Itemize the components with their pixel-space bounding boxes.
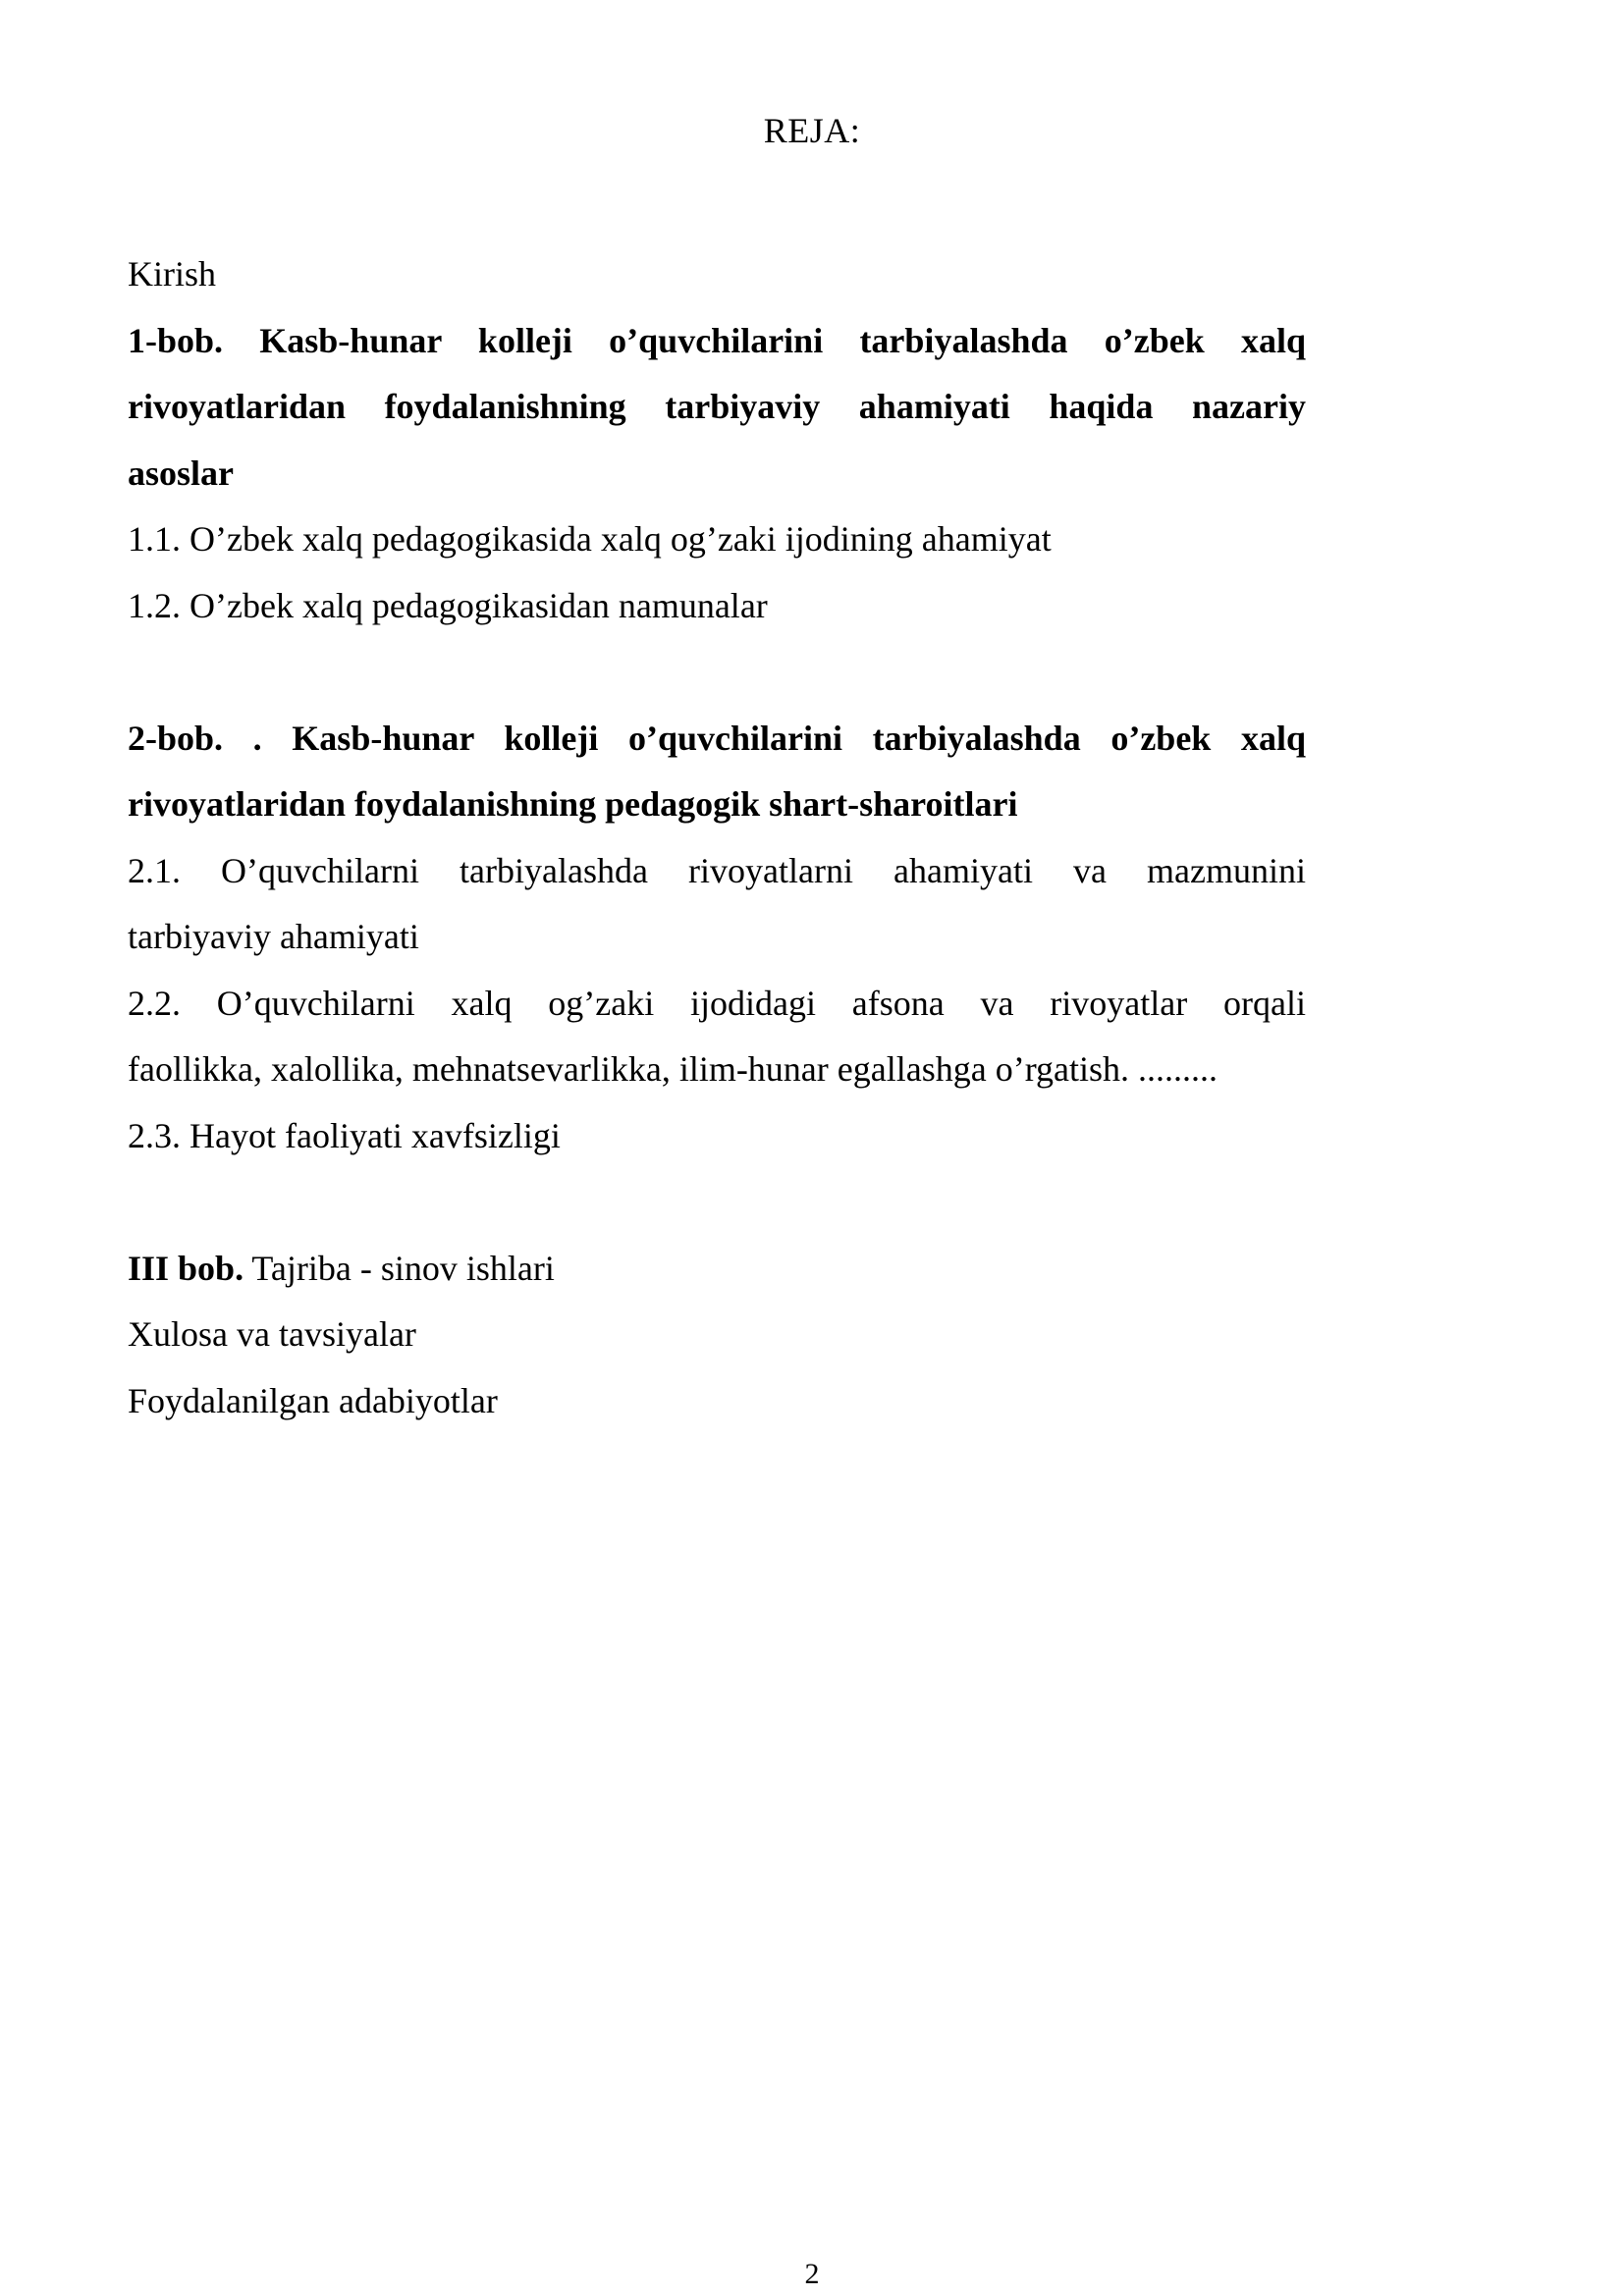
chapter3-label: III bob.	[128, 1248, 244, 1288]
table-of-contents	[128, 241, 1306, 1434]
section-2-1-line1: 2.1. O’quvchilarni tarbiyalashda rivoyatlarni ahamiyati va mazmunini	[128, 850, 1306, 890]
toc-references: Foydalanilgan adabiyotlar	[128, 1380, 498, 1420]
chapter1-heading-line2: rivoyatlaridan foydalanishning tarbiyaviy ahamiyati haqida nazariy	[128, 387, 1306, 426]
spacer	[128, 1169, 1306, 1236]
section-2-2-line1: 2.2. O’quvchilarni xalq og’zaki ijodidagi afsona va rivoyatlar orqali	[128, 983, 1306, 1023]
chapter1-heading-line3: asoslar	[128, 453, 234, 493]
chapter3-title: Tajriba - sinov ishlari	[244, 1248, 555, 1288]
section-2-2-line2: faollikka, xalollika, mehnatsevarlikka, ilim-hunar egallashga o’rgatish. .........	[128, 1049, 1218, 1089]
chapter2-heading-line1: 2-bob. . Kasb-hunar kolleji o’quvchilarini tarbiyalashda o’zbek xalq	[128, 718, 1306, 758]
toc-intro: Kirish	[128, 254, 216, 294]
section-2-3: 2.3. Hayot faoliyati xavfsizligi	[128, 1115, 561, 1155]
spacer	[128, 639, 1306, 706]
chapter1-heading-line1: 1-bob. Kasb-hunar kolleji o’quvchilarini tarbiyalashda o’zbek xalq	[128, 320, 1306, 360]
section-1-1: 1.1. O’zbek xalq pedagogikasida xalq og’zaki ijodining ahamiyat	[128, 519, 1052, 559]
section-2-1-line2: tarbiyaviy ahamiyati	[128, 917, 419, 956]
section-1-2: 1.2. O’zbek xalq pedagogikasidan namunalar	[128, 585, 768, 625]
chapter2-heading-line2: rivoyatlaridan foydalanishning pedagogik shart-sharoitlari	[128, 784, 1018, 824]
toc-conclusion: Xulosa va tavsiyalar	[128, 1314, 416, 1354]
chapter3-heading	[128, 1236, 1306, 1303]
page-number: 2	[804, 2258, 820, 2290]
page-title: REJA:	[763, 111, 861, 150]
